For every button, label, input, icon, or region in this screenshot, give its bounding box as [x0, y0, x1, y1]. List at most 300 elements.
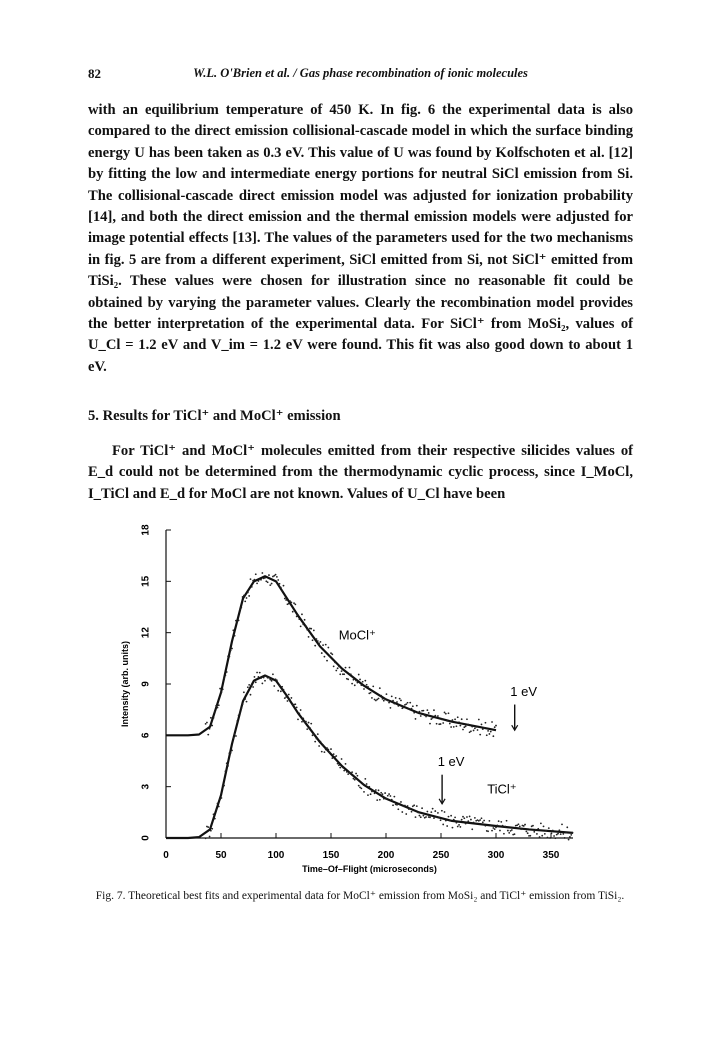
data-point [544, 833, 546, 835]
data-point [349, 667, 351, 669]
data-point [235, 620, 237, 622]
data-point [335, 670, 337, 672]
page-header [88, 66, 633, 86]
data-point [466, 816, 468, 818]
data-point [355, 680, 357, 682]
data-point [259, 672, 261, 674]
data-point [437, 812, 439, 814]
data-point [379, 687, 381, 689]
data-point [446, 720, 448, 722]
data-point [298, 618, 300, 620]
x-tick-label: 100 [267, 850, 285, 861]
data-point [409, 808, 411, 810]
y-tick-label: 18 [140, 524, 152, 536]
data-point [283, 585, 285, 587]
data-point [537, 828, 539, 830]
data-point [256, 582, 258, 584]
data-point [339, 767, 341, 769]
paragraph-text: with an equilibrium temperature of 450 K. In fig. 6 the experimental data is also compared to the direct emission collisional-cascade model in which the surface binding energy U has been taken as 0.3 eV. This value of U was found by Kolfschoten et al. [12] by fitting the low and intermediate energy portions for neutral SiCl emission from Si. The collisional-cascade direct emission model was adjusted for ionization probability [14], and both the direct emission and the thermal emission models were adjusted for image potential effects [13]. The values of the parameters used for the two mechanisms in fig. 5 are from a different experiment, SiCl emitted from Si, not SiCl⁺ emitted from TiSi₂. These values were chosen for illustration since no reasonable fit could be obtained by varying the parameter values. Clearly the recombination model provides the better interpretation of the experimental data. For SiCl⁺ from MoSi₂, values of U_Cl = 1.2 eV and V_im = 1.2 eV were found. This fit was also good down to about 1 eV. [88, 102, 633, 375]
data-point [404, 805, 406, 807]
data-point [465, 725, 467, 727]
data-point [234, 635, 236, 637]
data-point [329, 752, 331, 754]
data-point [399, 698, 401, 700]
data-point [396, 804, 398, 806]
data-point [355, 773, 357, 775]
data-point [518, 823, 520, 825]
data-point [310, 723, 312, 725]
data-point [557, 833, 559, 835]
y-axis-label: Intensity (arb. units) [120, 640, 130, 728]
data-point [294, 604, 296, 606]
data-point [244, 698, 246, 700]
data-point [318, 643, 320, 645]
data-point [461, 718, 463, 720]
data-point [232, 737, 234, 739]
data-point [338, 666, 340, 668]
data-point [374, 792, 376, 794]
data-point [271, 680, 273, 682]
x-tick-label: 350 [542, 850, 560, 861]
data-point [416, 805, 418, 807]
data-point [306, 728, 308, 730]
data-point [326, 747, 328, 749]
data-point [465, 823, 467, 825]
data-point [219, 688, 221, 690]
data-point [281, 686, 283, 688]
data-point [487, 830, 489, 832]
data-point [238, 619, 240, 621]
data-point [250, 694, 252, 696]
data-point [330, 748, 332, 750]
data-point [425, 816, 427, 818]
data-point [265, 675, 267, 677]
data-point [372, 685, 374, 687]
data-point [316, 638, 318, 640]
data-point [371, 697, 373, 699]
data-point [279, 583, 281, 585]
data-point [445, 820, 447, 822]
data-point [261, 572, 263, 574]
y-tick-label: 0 [140, 835, 152, 841]
data-point [442, 824, 444, 826]
data-point [219, 798, 221, 800]
data-point [213, 813, 215, 815]
data-point [470, 730, 472, 732]
data-point [555, 837, 557, 839]
data-point [545, 830, 547, 832]
data-point [387, 795, 389, 797]
data-point [324, 656, 326, 658]
data-point [458, 824, 460, 826]
data-point [205, 723, 207, 725]
x-tick-label: 0 [163, 850, 169, 861]
data-point [238, 714, 240, 716]
data-point [277, 690, 279, 692]
data-point [569, 836, 571, 838]
data-point [391, 799, 393, 801]
figure-7 [118, 518, 608, 888]
data-point [308, 722, 310, 724]
data-point [312, 639, 314, 641]
data-point [562, 833, 564, 835]
data-point [272, 673, 274, 675]
data-point [341, 670, 343, 672]
data-point [211, 725, 213, 727]
data-point [387, 700, 389, 702]
data-point [395, 697, 397, 699]
data-point [467, 724, 469, 726]
data-point [504, 826, 506, 828]
data-point [225, 675, 227, 677]
data-point [474, 817, 476, 819]
data-point [449, 820, 451, 822]
data-point [254, 676, 256, 678]
data-point [296, 706, 298, 708]
data-point [206, 722, 208, 724]
data-point [357, 775, 359, 777]
data-point [314, 645, 316, 647]
data-point [454, 718, 456, 720]
data-point [244, 600, 246, 602]
data-point [411, 811, 413, 813]
data-point [441, 810, 443, 812]
data-point [560, 833, 562, 835]
data-point [400, 801, 402, 803]
data-point [240, 708, 242, 710]
running-head: W.L. O'Brien et al. / Gas phase recombination of ionic molecules [193, 66, 528, 80]
data-point [222, 688, 224, 690]
data-point [333, 665, 335, 667]
data-point [297, 614, 299, 616]
data-point [246, 597, 248, 599]
x-tick-label: 300 [487, 850, 505, 861]
data-point [425, 716, 427, 718]
data-point [271, 583, 273, 585]
data-point [234, 733, 236, 735]
data-point [466, 718, 468, 720]
y-tick-label: 12 [140, 627, 152, 639]
data-point [364, 680, 366, 682]
data-point [345, 763, 347, 765]
data-point [511, 829, 513, 831]
data-point [209, 836, 211, 838]
data-point [384, 698, 386, 700]
data-point [475, 726, 477, 728]
data-point [397, 705, 399, 707]
section-heading: 5. Results for TiCl⁺ and MoCl⁺ emission [88, 408, 341, 424]
data-point [393, 703, 395, 705]
data-point [441, 718, 443, 720]
data-point [415, 816, 417, 818]
figure-caption: Fig. 7. Theoretical best fits and experimental data for MoCl⁺ emission from MoSi₂ and TiCl⁺ emission from TiSi₂. [95, 890, 625, 902]
data-point [240, 607, 242, 609]
data-point [436, 723, 438, 725]
data-point [499, 830, 501, 832]
data-point [221, 691, 223, 693]
data-point [243, 691, 245, 693]
data-point [438, 816, 440, 818]
body-paragraph-2 [88, 441, 633, 505]
data-point [401, 811, 403, 813]
data-point [440, 723, 442, 725]
data-point [258, 580, 260, 582]
data-point [543, 825, 545, 827]
data-point [442, 722, 444, 724]
data-point [382, 698, 384, 700]
data-point [440, 819, 442, 821]
data-point [400, 700, 402, 702]
data-point [288, 694, 290, 696]
data-point [347, 773, 349, 775]
y-tick-label: 9 [140, 681, 152, 687]
data-point [351, 683, 353, 685]
data-point [211, 828, 213, 830]
data-point [459, 725, 461, 727]
data-point [413, 804, 415, 806]
data-point [268, 677, 270, 679]
data-point [564, 837, 566, 839]
data-point [293, 602, 295, 604]
data-point [205, 837, 207, 839]
data-point [226, 671, 228, 673]
data-point [420, 816, 422, 818]
data-point [548, 827, 550, 829]
data-point [363, 791, 365, 793]
data-point [269, 584, 271, 586]
data-point [284, 598, 286, 600]
data-point [486, 734, 488, 736]
data-point [540, 822, 542, 824]
chart-annotation: 1 eV [437, 754, 465, 770]
data-point [561, 823, 563, 825]
data-point [281, 590, 283, 592]
data-point [300, 709, 302, 711]
data-point [362, 681, 364, 683]
data-point [457, 716, 459, 718]
data-point [359, 679, 361, 681]
data-point [327, 647, 329, 649]
data-point [213, 717, 215, 719]
data-point [481, 724, 483, 726]
data-point [467, 820, 469, 822]
data-point [217, 803, 219, 805]
data-point [421, 807, 423, 809]
data-point [248, 595, 250, 597]
x-tick-label: 150 [322, 850, 340, 861]
data-point [448, 712, 450, 714]
data-point [432, 717, 434, 719]
data-point [221, 797, 223, 799]
data-point [485, 825, 487, 827]
data-point [325, 749, 327, 751]
data-point [317, 733, 319, 735]
data-point [305, 721, 307, 723]
data-point [258, 676, 260, 678]
data-point [462, 816, 464, 818]
data-point [412, 705, 414, 707]
page-number: 82 [88, 66, 101, 81]
data-point [273, 685, 275, 687]
data-point [267, 581, 269, 583]
data-point [364, 778, 366, 780]
data-point [413, 712, 415, 714]
data-point [210, 830, 212, 832]
data-point [532, 825, 534, 827]
data-point [239, 609, 241, 611]
data-point [386, 693, 388, 695]
data-point [445, 713, 447, 715]
data-point [539, 836, 541, 838]
data-point [393, 796, 395, 798]
x-tick-label: 50 [215, 850, 227, 861]
data-point [391, 695, 393, 697]
data-point [473, 822, 475, 824]
data-point [536, 833, 538, 835]
data-point [338, 764, 340, 766]
data-point [382, 793, 384, 795]
data-point [276, 679, 278, 681]
data-point [247, 686, 249, 688]
data-point [462, 729, 464, 731]
data-point [490, 824, 492, 826]
data-point [255, 681, 257, 683]
data-point [502, 825, 504, 827]
data-point [209, 728, 211, 730]
data-point [289, 600, 291, 602]
data-point [470, 819, 472, 821]
data-point [388, 793, 390, 795]
data-point [453, 819, 455, 821]
data-point [491, 721, 493, 723]
data-point [568, 839, 570, 841]
data-point [341, 758, 343, 760]
data-point [277, 579, 279, 581]
data-point [207, 734, 209, 736]
data-point [424, 714, 426, 716]
x-tick-label: 200 [377, 850, 395, 861]
data-point [409, 702, 411, 704]
data-point [433, 817, 435, 819]
data-point [457, 826, 459, 828]
data-point [343, 673, 345, 675]
data-point [471, 726, 473, 728]
data-point [403, 707, 405, 709]
data-point [407, 702, 409, 704]
data-point [474, 727, 476, 729]
data-point [383, 700, 385, 702]
data-point [448, 816, 450, 818]
data-point [420, 715, 422, 717]
data-point [263, 677, 265, 679]
data-point [306, 629, 308, 631]
data-point [405, 703, 407, 705]
tof-chart [118, 518, 608, 888]
data-point [242, 596, 244, 598]
data-point [456, 822, 458, 824]
body-paragraph-1 [88, 100, 633, 378]
data-point [524, 824, 526, 826]
data-point [469, 816, 471, 818]
data-point [313, 733, 315, 735]
data-point [370, 692, 372, 694]
data-point [452, 827, 454, 829]
data-point [423, 710, 425, 712]
data-point [236, 720, 238, 722]
data-point [549, 837, 551, 839]
data-point [250, 578, 252, 580]
data-point [490, 731, 492, 733]
data-point [292, 611, 294, 613]
data-point [392, 804, 394, 806]
data-point [231, 750, 233, 752]
data-point [215, 705, 217, 707]
data-point [527, 832, 529, 834]
data-point [367, 794, 369, 796]
data-point [494, 828, 496, 830]
data-point [354, 684, 356, 686]
data-point [523, 825, 525, 827]
data-point [552, 830, 554, 832]
data-point [399, 803, 401, 805]
data-point [446, 825, 448, 827]
data-point [305, 625, 307, 627]
data-point [491, 830, 493, 832]
data-point [215, 809, 217, 811]
data-point [436, 816, 438, 818]
data-point [255, 573, 257, 575]
data-point [225, 770, 227, 772]
data-point [304, 619, 306, 621]
data-point [317, 640, 319, 642]
data-point [291, 602, 293, 604]
data-point [533, 831, 535, 833]
data-point [363, 688, 365, 690]
data-point [415, 718, 417, 720]
data-point [514, 833, 516, 835]
data-point [248, 684, 250, 686]
data-point [432, 808, 434, 810]
data-point [343, 770, 345, 772]
data-point [353, 679, 355, 681]
data-point [321, 652, 323, 654]
data-point [426, 811, 428, 813]
data-point [351, 771, 353, 773]
data-point [329, 655, 331, 657]
data-point [358, 785, 360, 787]
data-point [358, 674, 360, 676]
data-point [214, 818, 216, 820]
data-point [453, 726, 455, 728]
chart-annotation: TiCl⁺ [487, 781, 517, 797]
data-point [386, 798, 388, 800]
data-point [407, 805, 409, 807]
data-point [362, 783, 364, 785]
data-point [553, 835, 555, 837]
data-point [335, 755, 337, 757]
data-point [429, 816, 431, 818]
data-point [471, 828, 473, 830]
data-point [269, 679, 271, 681]
data-point [411, 708, 413, 710]
data-point [458, 721, 460, 723]
data-point [519, 826, 521, 828]
data-point [384, 792, 386, 794]
data-point [482, 728, 484, 730]
data-point [256, 672, 258, 674]
data-point [417, 812, 419, 814]
data-point [520, 828, 522, 830]
